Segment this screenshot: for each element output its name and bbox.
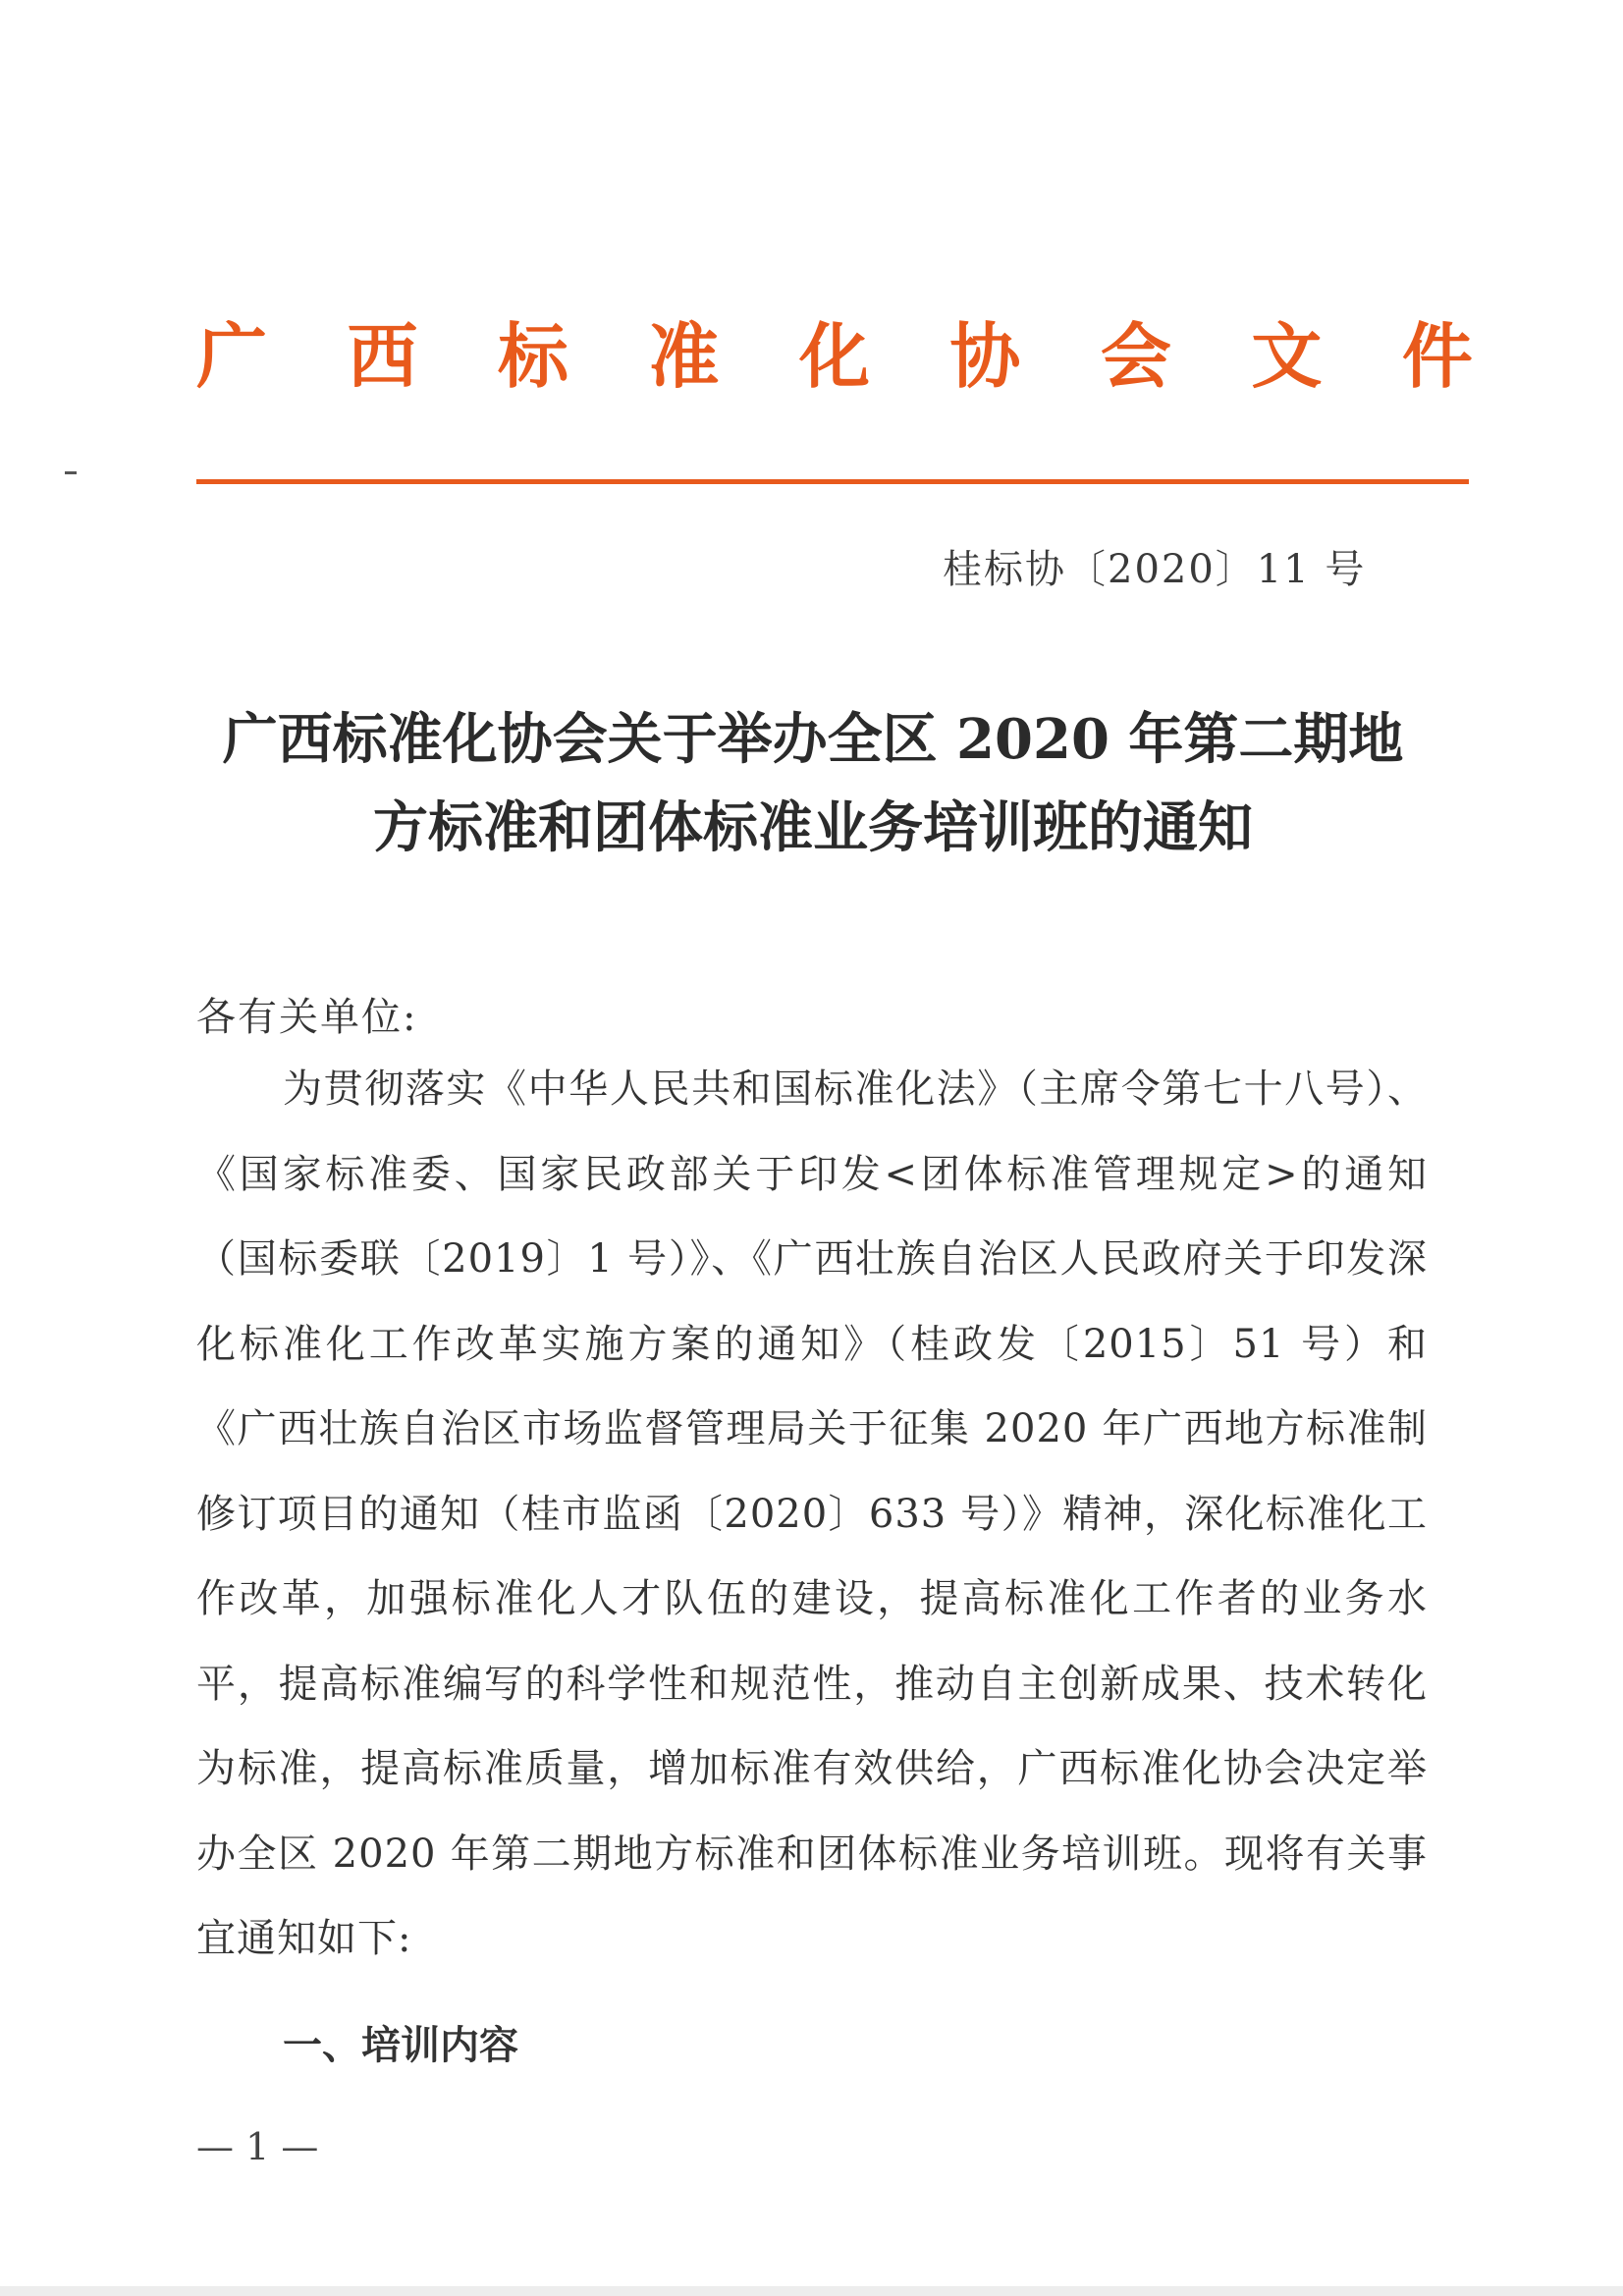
header-char: 件	[1401, 315, 1473, 398]
header-char: 标	[497, 315, 568, 398]
document-number: 桂标协〔2020〕11 号	[943, 547, 1367, 592]
header-char: 协	[949, 315, 1021, 398]
header-char: 文	[1251, 315, 1323, 398]
document-header	[196, 312, 1473, 401]
salutation: 各有关单位:	[196, 995, 418, 1040]
body-paragraph: 为贯彻落实《中华人民共和国标准化法》（主席令第七十八号）、《国家标准委、国家民政部关于印发<团体标准管理规定>的通知（国标委联〔2019〕1 号）》、《广西壮族自治区人民政府关于印发深化标准化工作改革实施方案的通知》（桂政发〔2015〕51 号）和《广西壮族自治区市场监督管理局关于征集 2020 年广西地方标准制修订项目的通知（桂市监函〔2020〕633 号）》精神，深化标准化工作改革，加强标准化人才队伍的建设，提高标准化工作者的业务水平，提高标准编写的科学性和规范性，推动自主创新成果、技术转化为标准，提高标准质量，增加标准有效供给，广西标准化协会决定举办全区 2020 年第二期地方标准和团体标准业务培训班。现将有关事宜通知如下:	[196, 1066, 1428, 1961]
header-char: 广	[196, 315, 268, 398]
scan-mark	[65, 471, 77, 474]
header-char: 化	[798, 315, 870, 398]
header-char: 西	[347, 315, 418, 398]
title-line-1: 广西标准化协会关于举办全区 2020 年第二期地	[222, 707, 1404, 772]
document-title	[196, 695, 1430, 872]
header-divider	[196, 479, 1469, 484]
scan-bottom-edge	[0, 2286, 1623, 2296]
title-line-2: 方标准和团体标准业务培训班的通知	[373, 795, 1253, 860]
page-number: — 1 —	[196, 2125, 319, 2168]
header-char: 准	[648, 315, 720, 398]
header-char: 会	[1100, 315, 1171, 398]
section-heading-training-content: 一、培训内容	[283, 2023, 518, 2068]
